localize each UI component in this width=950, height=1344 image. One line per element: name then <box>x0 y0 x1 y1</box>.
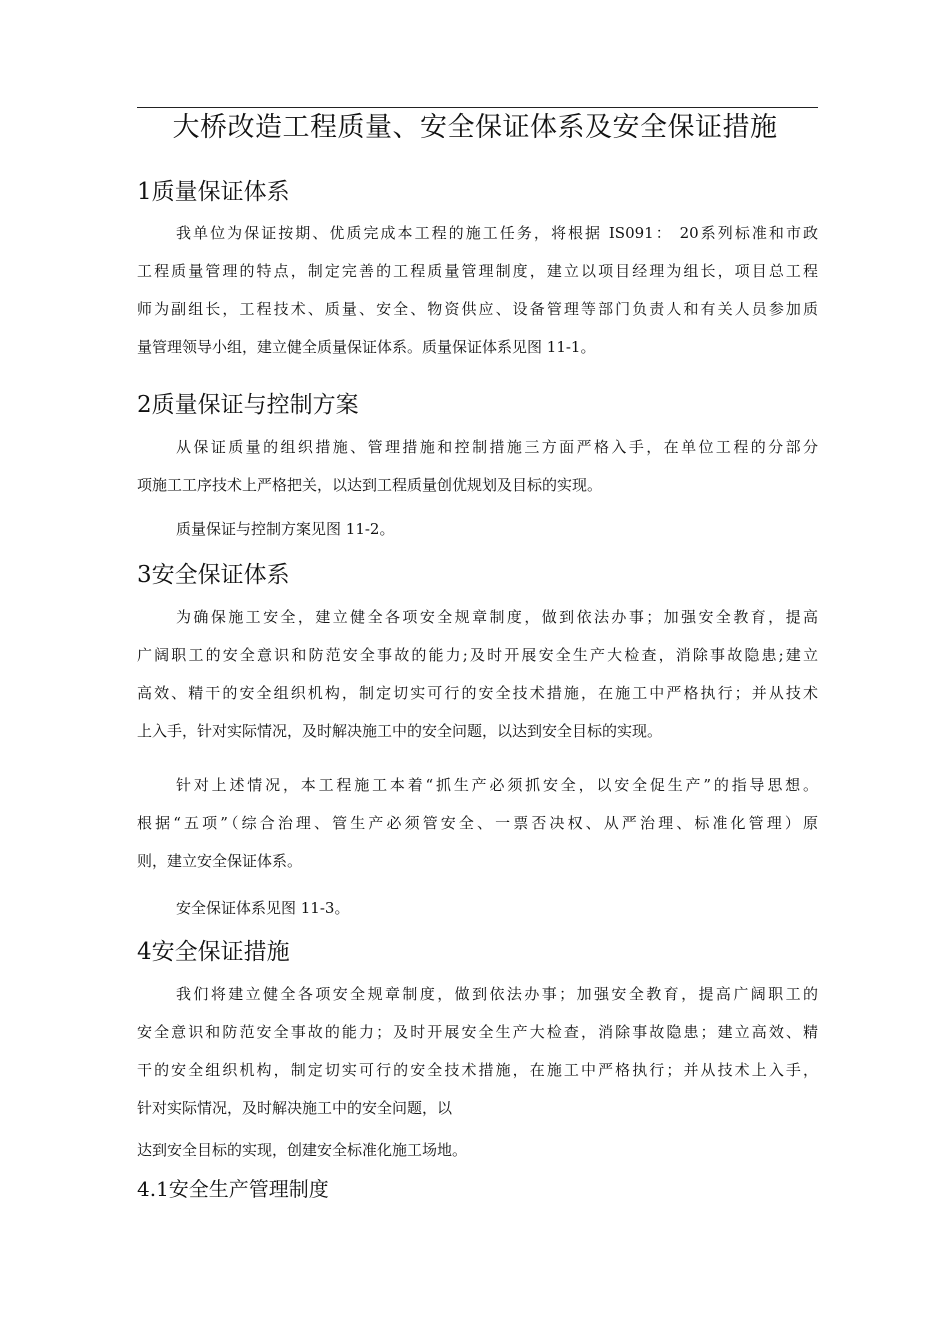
paragraph-line: 广阔职工的安全意识和防范安全事故的能力;及时开展安全生产大检查，消除事故隐患;建立 <box>137 646 818 664</box>
section-2-paragraph-2 <box>137 510 818 548</box>
paragraph-line: 高效、精干的安全组织机构，制定切实可行的安全技术措施，在施工中严格执行；并从技术 <box>137 684 818 702</box>
paragraph-line: 我们将建立健全各项安全规章制度，做到依法办事；加强安全教育，提高广阔职工的 <box>176 985 818 1003</box>
paragraph-line: 质量保证与控制方案见图 11-2。 <box>176 520 395 538</box>
section-4-paragraph-1 <box>137 975 818 1127</box>
section-3-paragraph-1 <box>137 598 818 750</box>
section-heading-3: 3安全保证体系 <box>137 562 290 588</box>
section-heading-2: 2质量保证与控制方案 <box>137 392 359 418</box>
section-2-paragraph-1 <box>137 428 818 504</box>
paragraph-line: 我单位为保证按期、优质完成本工程的施工任务，将根据 IS091： 20系列标准和市政 <box>176 224 818 242</box>
paragraph-line: 干的安全组织机构，制定切实可行的安全技术措施，在施工中严格执行；并从技术上入手， <box>137 1061 818 1079</box>
paragraph-line: 针对上述情况，本工程施工本着“抓生产必须抓安全，以安全促生产”的指导思想。 <box>176 776 818 794</box>
section-heading-4: 4安全保证措施 <box>137 939 290 965</box>
paragraph-line: 师为副组长，工程技术、质量、安全、物资供应、设备管理等部门负责人和有关人员参加质 <box>137 300 818 318</box>
section-3-paragraph-3 <box>137 889 818 927</box>
paragraph-line: 上入手，针对实际情况，及时解决施工中的安全问题，以达到安全目标的实现。 <box>137 722 663 740</box>
section-4-paragraph-1-tail <box>137 1131 818 1169</box>
paragraph-line: 则，建立安全保证体系。 <box>137 852 303 870</box>
document-title: 大桥改造工程质量、安全保证体系及安全保证措施 <box>172 112 778 143</box>
paragraph-line: 根据“五项”（综合治理、管生产必须管安全、一票否决权、从严治理、标准化管理）原 <box>137 814 818 832</box>
section-1-paragraph-1 <box>137 214 818 366</box>
paragraph-line: 针对实际情况，及时解决施工中的安全问题，以 <box>137 1099 453 1117</box>
subsection-heading-4-1: 4.1安全生产管理制度 <box>137 1177 329 1201</box>
paragraph-line: 达到安全目标的实现，创建安全标准化施工场地。 <box>137 1141 468 1159</box>
paragraph-line: 为确保施工安全，建立健全各项安全规章制度，做到依法办事；加强安全教育，提高 <box>176 608 818 626</box>
paragraph-line: 从保证质量的组织措施、管理措施和控制措施三方面严格入手，在单位工程的分部分 <box>176 438 818 456</box>
paragraph-line: 安全意识和防范安全事故的能力；及时开展安全生产大检查，消除事故隐患；建立高效、精 <box>137 1023 818 1041</box>
section-3-paragraph-2 <box>137 766 818 880</box>
paragraph-line: 工程质量管理的特点，制定完善的工程质量管理制度，建立以项目经理为组长，项目总工程 <box>137 262 818 280</box>
section-heading-1: 1质量保证体系 <box>137 179 290 205</box>
paragraph-line: 量管理领导小组，建立健全质量保证体系。质量保证体系见图 11-1。 <box>137 338 596 356</box>
paragraph-line: 安全保证体系见图 11-3。 <box>176 899 350 917</box>
paragraph-line: 项施工工序技术上严格把关，以达到工程质量创优规划及目标的实现。 <box>137 476 603 494</box>
